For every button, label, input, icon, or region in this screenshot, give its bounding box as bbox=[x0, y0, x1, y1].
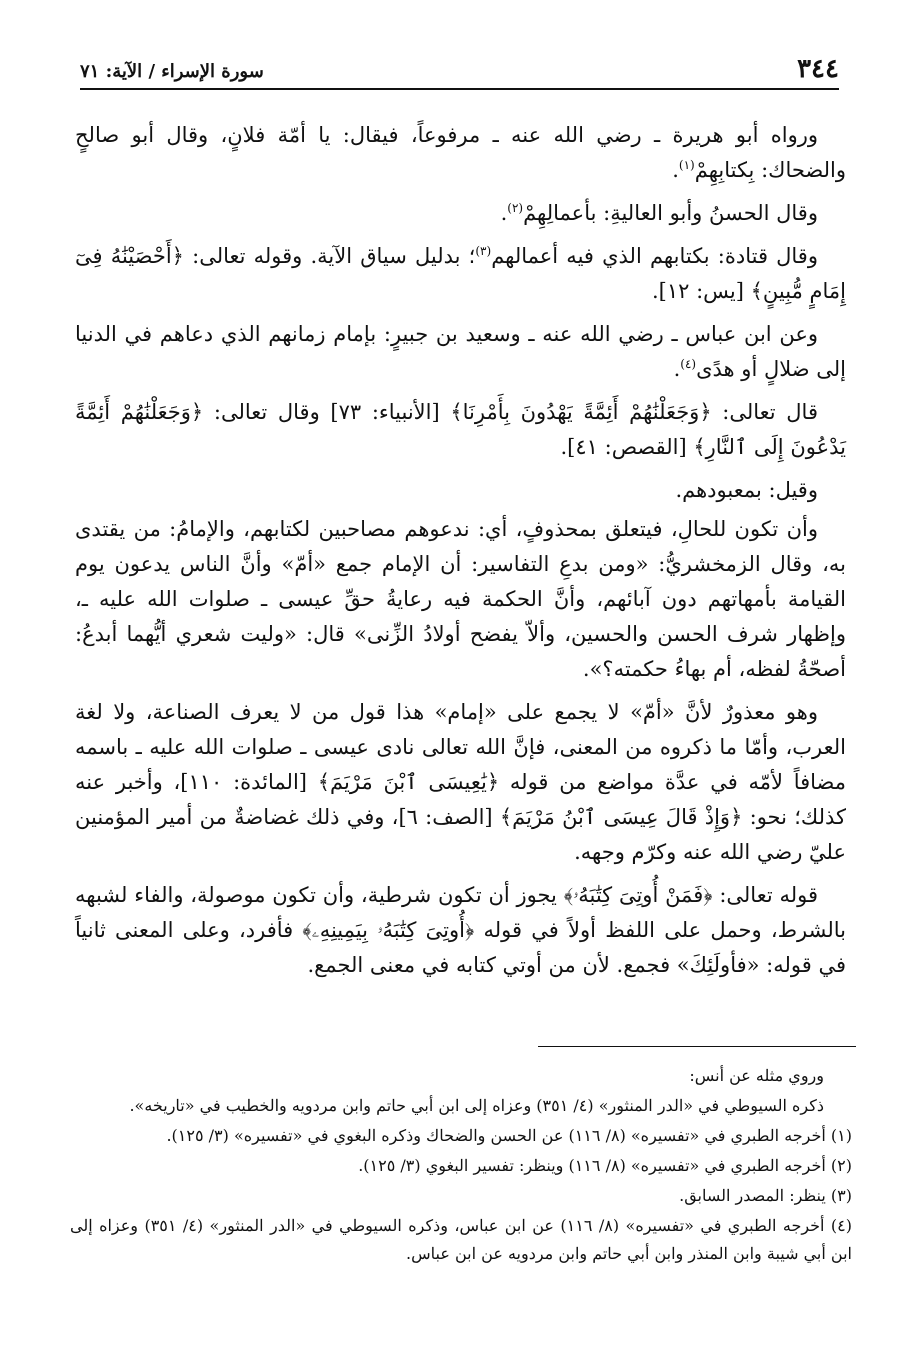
footnote-ref: (٤) bbox=[680, 357, 697, 371]
paragraph: وهو معذورٌ لأنَّ «أمّ» لا يجمع على «إمام» هذا قول من لا يعرف الصناعة، ولا لغة العرب، وأمّا ما ذكروه من المعنى، فإنَّ الله تعالى نادى عيسى ـ صلوات الله عليه ـ باسمه مضافاً لأمّه في عدَّة مواضع من قوله ﴿يَٰعِيسَى ٱبْنَ مَرْيَمَ﴾ [المائدة: ١١٠]، وأخبر عنه كذلك؛ نحو: ﴿وَإِذْ قَالَ عِيسَى ٱبْنُ مَرْيَمَ﴾ [الصف: ٦]، وفي ذلك غضاضةٌ من أمير المؤمنين عليّ رضي الله عنه وكرّم وجهه. bbox=[75, 700, 847, 864]
paragraph: وأن تكون للحالِ، فيتعلق بمحذوفٍ، أي: ندعوهم مصاحبين لكتابهم، والإمامُ: من يقتدى به، وقال الزمخشريُّ: «ومن بدعِ التفاسير: أن الإمام جمع «أمّ» وأنَّ الناس يدعون يوم القيامة بأمهاتهم دون آبائهم، وأنَّ الحكمة فيه رعايةُ حقِّ عيسى ـ صلوات الله عليه ـ، وإظهار شرف الحسن والحسين، وألاّ يفضح أولادُ الزِّنى» قال: «وليت شعري أيُّهما أبدعُ: أصحّةُ لفظه، أم بهاءُ حكمته؟». bbox=[75, 517, 846, 681]
paragraph: ورواه أبو هريرة ـ رضي الله عنه ـ مرفوعاً، فيقال: يا أمّة فلانٍ، وقال أبو صالحٍ والضحاك: بِكتابِهِمْ$^{(١)}$. bbox=[75, 123, 846, 182]
footnote-note: ذكره السيوطي في «الدر المنثور» (٤/ ٣٥١) وعزاه إلى ابن أبي حاتم وابن مردويه والخطيب في «تاريخه». bbox=[129, 1096, 824, 1115]
footnote-separator bbox=[538, 1046, 856, 1047]
footnotes bbox=[70, 1062, 852, 1270]
footnote-ref: (١) bbox=[678, 158, 695, 172]
footnote-2: (٢) أخرجه الطبري في «تفسيره» (٨/ ١١٦) وينظر: تفسير البغوي (٣/ ١٢٥). bbox=[358, 1156, 852, 1175]
running-title: سورة الإسراء / الآية: ٧١ bbox=[80, 61, 264, 82]
paragraph: وعن ابن عباس ـ رضي الله عنه ـ وسعيد بن جبيرٍ: بإمام زمانهم الذي دعاهم في الدنيا إلى ضلالٍ أو هدًى$^{(٤)}$. bbox=[75, 322, 846, 381]
footnote-3: (٣) ينظر: المصدر السابق. bbox=[679, 1186, 852, 1205]
paragraph: قال تعالى: ﴿وَجَعَلْنَٰهُمْ أَئِمَّةً يَهْدُونَ بِأَمْرِنَا﴾ [الأنبياء: ٧٣] وقال تعالى: ﴿وَجَعَلْنَٰهُمْ أَئِمَّةً يَدْعُونَ إِلَى ٱلنَّارِ﴾ [القصص: ٤١]. bbox=[75, 400, 846, 459]
paragraph: قوله تعالى: ﴿فَمَنْ أُوتِىَ كِتَٰبَهُۥ﴾ يجوز أن تكون شرطية، وأن تكون موصولة، والفاء لشبهه بالشرط، وحمل على اللفظ أولاً في قوله ﴿أُوتِىَ كِتَٰبَهُۥ بِيَمِينِهِۦ﴾ فأفرد، وعلى المعنى ثانياً في قوله: «فأولَئِكَ» فجمع. لأن من أوتي كتابه في معنى الجمع. bbox=[75, 883, 846, 977]
footnote-ref: (٣) bbox=[475, 244, 492, 258]
footnote-ref: (٢) bbox=[507, 201, 524, 215]
page-number: ٣٤٤ bbox=[797, 54, 839, 84]
paragraph: وقيل: بمعبودهم. bbox=[675, 478, 818, 502]
paragraph: وقال الحسنُ وأبو العاليةِ: بأعمالِهِمْ$^{(٢)}$. bbox=[500, 201, 818, 225]
footnote-4: (٤) أخرجه الطبري في «تفسيره» (٨/ ١١٦) عن ابن عباس، وذكره السيوطي في «الدر المنثور» (٤/ ٣٥١) وعزاه إلى ابن أبي شيبة وابن المنذر وابن أبي حاتم وابن مردويه عن ابن عباس. bbox=[70, 1216, 853, 1263]
paragraph: وقال قتادة: بكتابهم الذي فيه أعمالهم$^{(٣)}$؛ بدليل سياق الآية. وقوله تعالى: ﴿أَحْصَيْنَٰهُ فِىٓ إِمَامٍ مُّبِينٍ﴾ [يس: ١٢]. bbox=[75, 244, 846, 303]
main-text bbox=[75, 118, 846, 991]
footnote-1: (١) أخرجه الطبري في «تفسيره» (٨/ ١١٦) عن الحسن والضحاك وذكره البغوي في «تفسيره» (٣/ ١٢٥). bbox=[166, 1126, 852, 1145]
footnote-note: وروي مثله عن أنس: bbox=[689, 1066, 824, 1085]
page-header bbox=[80, 42, 839, 90]
